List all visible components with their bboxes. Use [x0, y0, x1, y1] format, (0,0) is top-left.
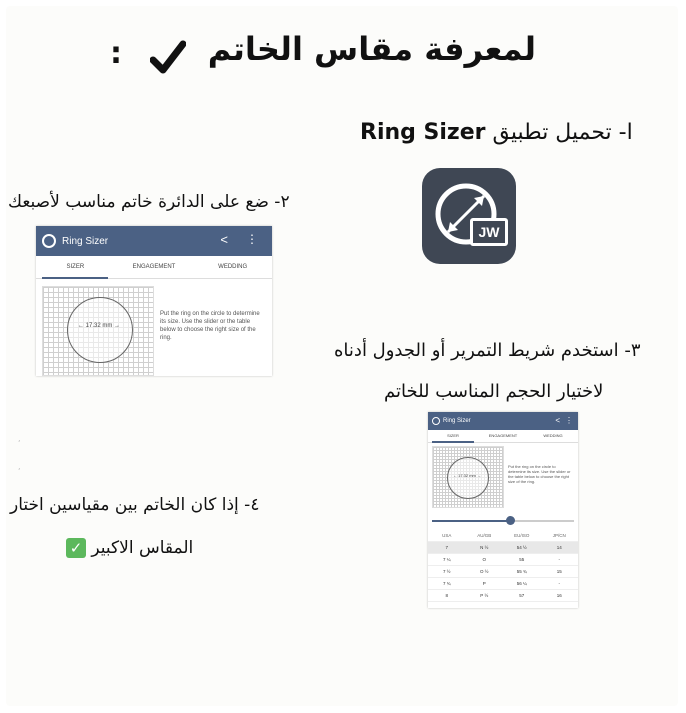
step-2: ٢- ضع على الدائرة خاتم مناسب لأصبعك — [8, 192, 290, 212]
table-cell: 15 — [556, 569, 562, 574]
tab-engagement[interactable]: ENGAGEMENT — [488, 433, 518, 438]
green-check-icon: ✓ — [66, 538, 86, 558]
table-cell: 16 — [556, 593, 562, 598]
step-4-line-2-text: المقاس الاكبير — [91, 538, 194, 558]
table-cell: 7 ½ — [442, 569, 451, 574]
stray-mark: , — [18, 462, 21, 471]
table-row[interactable] — [428, 542, 578, 554]
table-cell: 8 — [445, 593, 448, 598]
step-1 — [360, 120, 633, 145]
step-3-line-2: لاختيار الحجم المناسب للخاتم — [384, 381, 604, 402]
slider-fill — [432, 520, 510, 522]
tab-wedding[interactable]: WEDDING — [218, 264, 248, 270]
app-bar — [428, 412, 578, 430]
app-bar — [36, 226, 272, 256]
table-cell: 55 ¾ — [516, 569, 527, 574]
ring-diameter-label: ← 17.32 mm → — [452, 473, 482, 478]
title-colon: : — [110, 36, 122, 71]
table-cell: P ½ — [480, 593, 489, 598]
ring-circle[interactable] — [67, 297, 133, 363]
table-cell: - — [558, 581, 560, 586]
table-cell: 54 ½ — [516, 545, 527, 550]
ring-sizer-app-icon — [422, 168, 516, 264]
step-4-line-2 — [62, 538, 193, 558]
table-cell: 55 — [519, 557, 525, 562]
table-cell: 14 — [556, 545, 562, 550]
more-options-icon[interactable]: ⋮ — [565, 416, 573, 425]
table-row[interactable] — [428, 554, 578, 566]
table-cell: O — [482, 557, 486, 562]
checkmark-icon — [150, 40, 186, 76]
step-3-line-1: ٣- استخدم شريط التمرير أو الجدول أدناه — [334, 340, 641, 361]
app-logo-icon — [42, 234, 56, 248]
tab-sizer[interactable]: SIZER — [428, 430, 478, 442]
instructions-text: Put the ring on the circle to determine its size. Use the slider or the table below to choose the right size of the ring. — [508, 464, 571, 484]
app-logo-icon — [432, 417, 440, 425]
size-table-header — [428, 530, 578, 542]
instructions-text: Put the ring on the circle to determine its size. Use the slider or the table below to choose the right size of the ring. — [160, 311, 260, 341]
stray-mark: , — [18, 434, 21, 443]
slider-thumb[interactable] — [506, 516, 515, 525]
app-screenshot-sizer — [36, 226, 272, 376]
step-1-text: ا- تحميل تطبيق — [492, 120, 633, 145]
column-header: USA — [442, 533, 452, 538]
ring-circle[interactable] — [447, 457, 489, 499]
share-icon[interactable]: < — [555, 416, 560, 425]
size-table — [428, 530, 578, 602]
app-title: Ring Sizer — [443, 418, 471, 424]
step-4-line-1: ٤- إذا كان الخاتم بين مقياسين اختار — [10, 495, 260, 515]
share-icon[interactable]: < — [220, 232, 228, 247]
table-cell: - — [558, 557, 560, 562]
tab-wedding[interactable]: WEDDING — [543, 433, 563, 438]
table-cell: N ½ — [480, 545, 489, 550]
page-title: لمعرفة مقاس الخاتم — [207, 30, 536, 68]
jw-badge: JW — [470, 218, 508, 246]
column-header: AU/GB — [477, 533, 492, 538]
table-cell: 56 ¼ — [516, 581, 527, 586]
step-1-app-name: Ring Sizer — [360, 120, 486, 145]
table-row[interactable] — [428, 566, 578, 578]
measure-grid — [42, 286, 154, 376]
app-title: Ring Sizer — [62, 235, 109, 247]
app-screenshot-size-table — [428, 412, 578, 608]
size-slider[interactable] — [432, 520, 574, 522]
column-header: EU/ISO — [514, 533, 530, 538]
table-cell: 7 ¼ — [442, 557, 451, 562]
tab-engagement[interactable]: ENGAGEMENT — [132, 264, 176, 270]
table-cell: 7 ¾ — [442, 581, 451, 586]
measure-grid — [432, 446, 504, 508]
table-cell: 57 — [519, 593, 525, 598]
tab-bar — [428, 430, 578, 443]
ring-diameter-value: 17.32 mm — [458, 473, 476, 478]
ring-measure-icon — [422, 168, 516, 264]
tab-bar — [36, 256, 272, 279]
table-cell: P — [482, 581, 486, 586]
ring-diameter-label: ← 17.32 mm → — [77, 323, 121, 329]
table-cell: 7 — [445, 545, 448, 550]
more-options-icon[interactable]: ⋮ — [246, 232, 258, 246]
table-cell: O ½ — [479, 569, 489, 574]
column-header: JP/CN — [552, 533, 566, 538]
table-row[interactable] — [428, 590, 578, 602]
tab-sizer[interactable]: SIZER — [36, 256, 115, 278]
table-row[interactable] — [428, 578, 578, 590]
ring-diameter-value: 17.32 mm — [85, 323, 113, 329]
